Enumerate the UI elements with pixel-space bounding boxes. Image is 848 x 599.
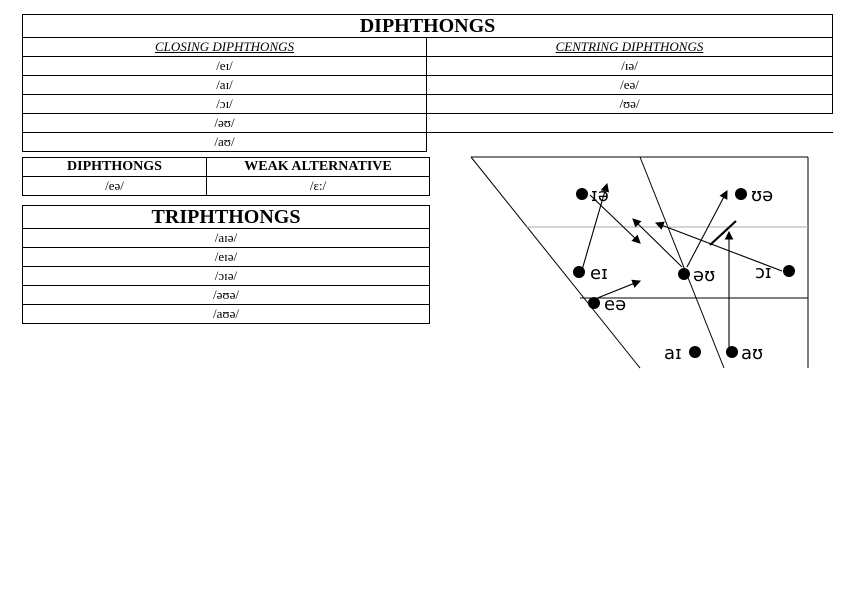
closing-diphthong-cell: /əʊ/ xyxy=(23,114,427,133)
centring-diphthong-cell: /eə/ xyxy=(427,76,833,95)
triphthong-cell: /eɪə/ xyxy=(23,248,430,267)
label-ea: eə xyxy=(604,294,627,315)
dot-ei xyxy=(573,266,585,278)
label-ia: ɪə xyxy=(591,185,609,206)
centring-diphthong-cell: /ʊə/ xyxy=(427,95,833,114)
closing-diphthong-cell: /eɪ/ xyxy=(23,57,427,76)
centring-diphthongs-header: CENTRING DIPHTHONGS xyxy=(427,38,833,57)
weak-table-alternative-value: /ɛ:/ xyxy=(207,177,430,196)
centring-diphthong-cell: /ɪə/ xyxy=(427,57,833,76)
triphthong-cell: /aɪə/ xyxy=(23,229,430,248)
weak-table-alternative-header: WEAK ALTERNATIVE xyxy=(207,158,430,177)
dot-ia xyxy=(576,188,588,200)
weak-alternative-table xyxy=(22,157,430,196)
triphthongs-table xyxy=(22,205,430,324)
dot-ou xyxy=(678,268,690,280)
arrow-ou xyxy=(687,191,727,267)
empty-cell xyxy=(427,114,833,133)
closing-diphthong-cell: /aɪ/ xyxy=(23,76,427,95)
triphthong-cell: /ɔɪə/ xyxy=(23,267,430,286)
diphthong-vowel-chart xyxy=(468,153,813,371)
label-ou: əʊ xyxy=(693,265,716,286)
triphthongs-title: TRIPHTHONGS xyxy=(23,206,430,229)
label-ei: eɪ xyxy=(590,263,608,284)
dot-ea xyxy=(588,297,600,309)
closing-diphthong-cell: /aʊ/ xyxy=(23,133,427,152)
triphthong-cell: /əʊə/ xyxy=(23,286,430,305)
weak-table-diphthong-value: /eə/ xyxy=(23,177,207,196)
arrow-ua-thick xyxy=(710,221,736,245)
diphthongs-table xyxy=(22,14,833,152)
weak-table-diphthongs-header: DIPHTHONGS xyxy=(23,158,207,177)
label-oi: ɔɪ xyxy=(755,262,772,283)
dot-ua xyxy=(735,188,747,200)
closing-diphthongs-header: CLOSING DIPHTHONGS xyxy=(23,38,427,57)
closing-diphthong-cell: /ɔɪ/ xyxy=(23,95,427,114)
dot-oi xyxy=(783,265,795,277)
diphthongs-title: DIPHTHONGS xyxy=(23,15,833,38)
label-ua: ʊə xyxy=(751,185,774,206)
empty-cell xyxy=(427,133,833,152)
dot-ai xyxy=(689,346,701,358)
label-au: aʊ xyxy=(741,343,764,364)
triphthong-cell: /aʊə/ xyxy=(23,305,430,324)
dot-au xyxy=(726,346,738,358)
label-ai: aɪ xyxy=(664,343,682,364)
